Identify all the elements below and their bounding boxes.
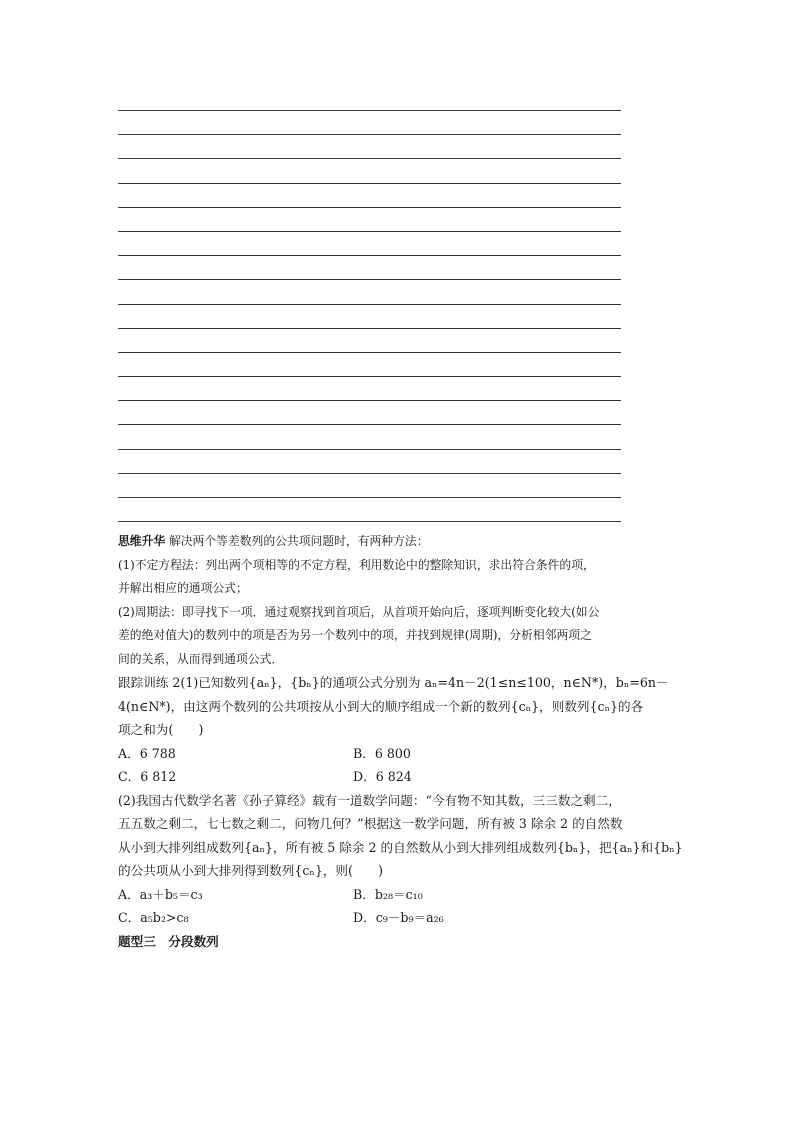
q1-options-row2: [118, 765, 683, 789]
writing-line: [118, 184, 621, 208]
writing-line: [118, 232, 621, 256]
q1-option-b[interactable]: B．6 800: [353, 745, 411, 761]
practice-q1-line3: 项之和为( ): [118, 722, 204, 737]
section3-title: 题型三 分段数列: [118, 933, 219, 949]
writing-line: [118, 111, 621, 135]
method2-line2: 差的绝对值大)的数列中的项是否为另一个数列中的项，并找到规律(周期)，分析相邻两项之: [118, 628, 592, 642]
writing-line: [118, 425, 621, 449]
writing-line: [118, 353, 621, 377]
writing-line: [118, 377, 621, 401]
writing-line: [118, 159, 621, 183]
q1-option-d[interactable]: D．6 824: [353, 769, 412, 784]
writing-line: [118, 256, 621, 280]
summary-intro: [118, 530, 683, 554]
practice-label: 跟踪训练 2: [118, 675, 181, 690]
q2-option-b[interactable]: B．b₂₈＝c₁₀: [353, 886, 423, 902]
writing-line: [118, 401, 621, 425]
q2-option-a[interactable]: A．a₃＋b₅＝c₃: [118, 886, 203, 902]
summary-heading: 思维升华: [118, 534, 166, 548]
page-content: [118, 530, 683, 953]
method2-line1: (2)周期法：即寻找下一项．通过观察找到首项后，从首项开始向后，逐项判断变化较大(如公: [118, 604, 600, 619]
writing-line: [118, 498, 621, 522]
writing-line: [118, 305, 621, 329]
q1-option-c[interactable]: C．6 812: [118, 769, 177, 784]
q2-options-row2: [118, 906, 683, 930]
practice-q2-line2: 五五数之剩二，七七数之剩二，问物几何？”根据这一数学问题，所有被 3 除余 2 的自然数: [118, 816, 623, 831]
writing-line: [118, 450, 621, 474]
summary-intro-text: 解决两个等差数列的公共项问题时，有两种方法：: [168, 534, 429, 548]
practice-q2-line4: 的公共项从小到大排列得到数列{cₙ}，则( ): [118, 863, 384, 878]
method2-line3: 间的关系，从而得到通项公式．: [118, 651, 284, 666]
method1-line1: (1)不定方程法：列出两个项相等的不定方程，利用数论中的整除知识，求出符合条件的项，: [118, 557, 595, 572]
writing-line: [118, 135, 621, 159]
writing-line: [118, 208, 621, 232]
q2-options-row1: [118, 883, 683, 907]
writing-line: [118, 329, 621, 353]
writing-line: [118, 474, 621, 498]
practice-q1-line1: [118, 671, 683, 695]
q2-option-d[interactable]: D．c₉－b₉＝a₂₆: [353, 910, 444, 925]
method1-line2: 并解出相应的通项公式；: [118, 581, 248, 595]
q1-options-row1: [118, 742, 683, 766]
q2-option-c[interactable]: C．a₅b₂>c₈: [118, 910, 189, 925]
answer-writing-lines: [118, 110, 621, 522]
writing-line: [118, 280, 621, 304]
practice-q2-line1: (2)我国古代数学名著《孙子算经》载有一道数学问题：“今有物不知其数，三三数之剩二，: [118, 792, 621, 808]
q1-option-a[interactable]: A．6 788: [118, 745, 176, 761]
practice-q1-line2: 4(n∈N*)，由这两个数列的公共项按从小到大的顺序组成一个新的数列{cₙ}，则数列{cₙ}的各: [118, 698, 644, 714]
practice-q1-text: (1)已知数列{aₙ}，{bₙ}的通项公式分别为 aₙ=4n－2(1≤n≤100，n∈N*)，bₙ=6n－: [180, 675, 669, 690]
practice-q2-line3: 从小到大排列组成数列{aₙ}，所有被 5 除余 2 的自然数从小到大排列组成数列{bₙ}，把{aₙ}和{bₙ}: [118, 839, 683, 855]
